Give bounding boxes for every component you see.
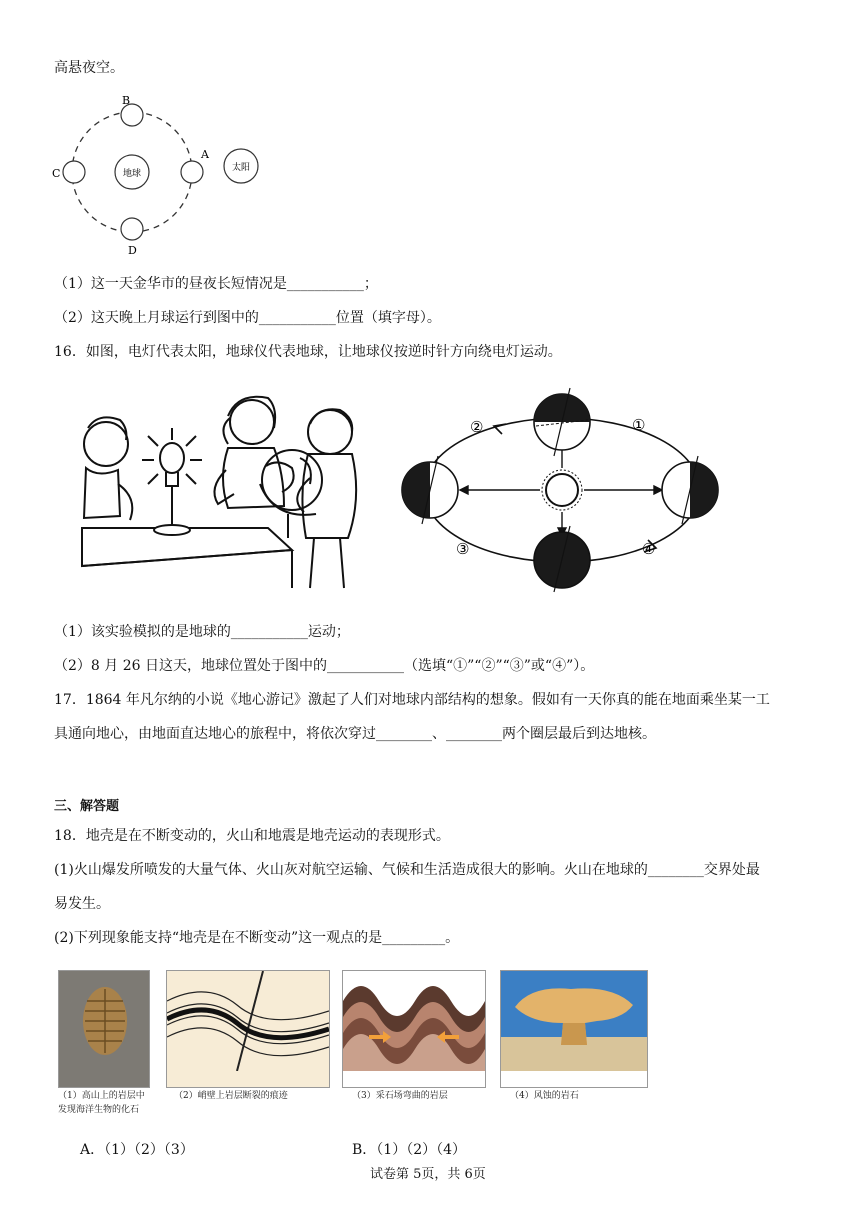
experiment-cartoon [78, 388, 368, 593]
position-4: ④ [642, 540, 656, 558]
q18-sub1-line1: (1)火山爆发所喷发的大量气体、火山灰对航空运输、气候和生活造成很大的影响。火山在地球的________交界处最 [54, 862, 760, 878]
q16-sub1: （1）该实验模拟的是地球的___________运动； [54, 624, 350, 640]
photo1-caption-line1: （1）高山上的岩层中 [58, 1091, 145, 1101]
position-3: ③ [456, 540, 470, 558]
q15-sub2: （2）这天晚上月球运行到图中的___________位置（填字母）。 [54, 310, 441, 326]
label-D: D [128, 244, 137, 257]
label-A: A [201, 148, 209, 161]
earth-top [534, 388, 590, 456]
option-b: B．（1）（2）（4） [352, 1142, 467, 1158]
label-B: B [122, 94, 131, 107]
fault-sketch [166, 970, 330, 1088]
sun-label: 太阳 [231, 163, 251, 173]
photo2-caption: （2）峭壁上岩层断裂的痕迹 [174, 1091, 288, 1101]
intro-tail: 高悬夜空。 [54, 60, 124, 76]
q18-sub1-line2: 易发生。 [54, 896, 110, 912]
moon-position-C [63, 161, 85, 183]
earth-left [402, 456, 458, 524]
photo4-caption: （4）风蚀的岩石 [510, 1091, 579, 1101]
moon-position-D [121, 218, 143, 240]
folded-rock-illustration [342, 970, 486, 1088]
option-a: A．（1）（2）（3） [80, 1142, 194, 1158]
q18-stem: 18．地壳是在不断变动的，火山和地震是地壳运动的表现形式。 [54, 828, 450, 844]
earth-bottom [534, 526, 590, 592]
position-2: ② [470, 418, 484, 436]
q17-line2: 具通向地心，由地面直达地心的旅程中，将依次穿过________、________两个圈层最后到达地核。 [54, 726, 656, 742]
q16-sub2: （2）8 月 26 日这天，地球位置处于图中的___________（选填“①”“②”“③”或“④”）。 [54, 658, 595, 674]
q18-sub2: (2)下列现象能支持“地壳是在不断变动”这一观点的是_________。 [54, 930, 460, 946]
fossil-photo [58, 970, 150, 1088]
label-C: C [52, 167, 61, 180]
moon-position-A [181, 161, 203, 183]
moon-position-B [121, 104, 143, 126]
q17-line1: 17．1864 年凡尔纳的小说《地心游记》激起了人们对地球内部结构的想象。假如有一天你真的能在地面乘坐某一工 [54, 692, 770, 708]
q15-sub1: （1）这一天金华市的昼夜长短情况是___________； [54, 276, 378, 292]
section-heading: 三、解答题 [54, 799, 120, 814]
position-1: ① [632, 416, 646, 434]
earth-label: 地球 [122, 169, 142, 179]
photo3-caption: （3）采石场弯曲的岩层 [352, 1091, 448, 1101]
photo1-caption-line2: 发现海洋生物的化石 [58, 1105, 140, 1115]
q16-stem: 16．如图，电灯代表太阳，地球仪代表地球，让地球仪按逆时针方向绕电灯运动。 [54, 344, 562, 360]
eroded-rock-photo [500, 970, 648, 1088]
earth-revolution-diagram [394, 382, 734, 594]
moon-orbit-diagram [40, 90, 280, 260]
earth-right [662, 456, 718, 524]
page-footer: 试卷第 5页，共 6页 [370, 1167, 486, 1182]
sun-symbol [542, 470, 582, 510]
